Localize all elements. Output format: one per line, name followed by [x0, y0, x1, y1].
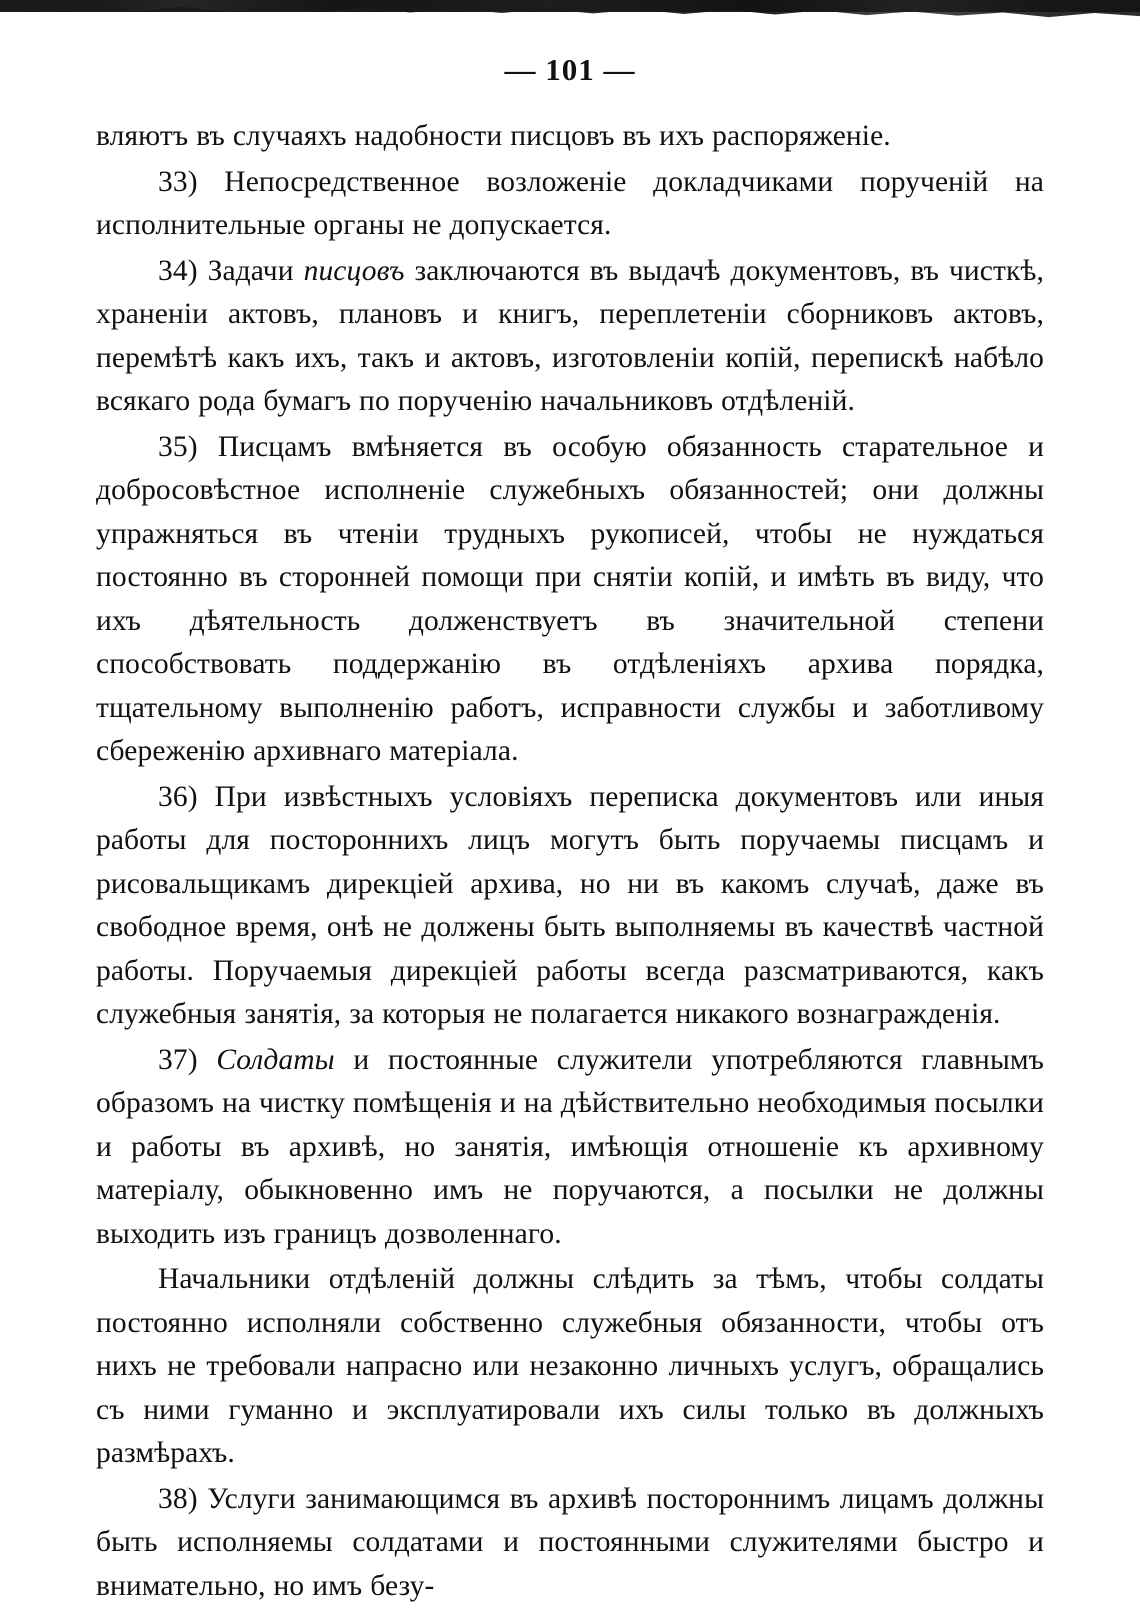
paragraph-item-37 — [96, 1039, 1044, 1257]
item-34-rest: заключаются въ выдачѣ документовъ, въ чисткѣ, храненіи актовъ, плановъ и книгъ, переплетеніи сборниковъ актовъ, перемѣтѣ какъ ихъ, такъ и актовъ, изготовленіи копій, перепискѣ набѣло всякаго рода бумагъ по порученію начальниковъ отдѣленій. — [96, 254, 1044, 417]
item-37-italic-term: Солдаты — [216, 1043, 335, 1076]
folio-number: 101 — [545, 52, 595, 87]
paragraph-continuation: вляютъ въ случаяхъ надобности писцовъ въ ихъ распоряженіе. — [96, 120, 891, 152]
item-37-lead: 37) — [158, 1043, 217, 1076]
paragraph-item-38: 38) Услуги занимающимся въ архивѣ постороннимъ лицамъ должны быть исполняемы солдатами и постоянными служителями быстро и внимательно, но имъ безу- — [96, 1482, 1044, 1602]
folio-dash-right: — — [603, 52, 636, 87]
paragraph-item-37-continued: Начальники отдѣленій должны слѣдить за тѣмъ, чтобы солдаты постоянно исполняли собственно служебныя обязанности, чтобы отъ нихъ не требовали напрасно или незаконно личныхъ услугъ, обращались съ ними гуманно и эксплуатировали ихъ силы только въ должныхъ размѣрахъ. — [96, 1263, 1044, 1469]
page-text-block — [96, 115, 1044, 1608]
page-number-header — [0, 52, 1140, 88]
item-37-rest: и постоянные служители употребляются главнымъ образомъ на чистку помѣщенія и на дѣйствительно необходимыя посылки и работы въ архивѣ, но занятія, имѣющія отношеніе къ архивному матеріалу, обыкновенно имъ не поручаются, а посылки не должны выходить изъ границъ дозволеннаго. — [96, 1043, 1044, 1250]
paragraph-item-35: 35) Писцамъ вмѣняется въ особую обязанность старательное и добросовѣстное исполненіе служебныхъ обязанностей; они должны упражняться въ чтеніи трудныхъ рукописей, чтобы не нуждаться постоянно въ сторонней помощи при снятіи копій, и имѣть въ виду, что ихъ дѣятельность долженствуетъ въ значительной степени способствовать поддержанію въ отдѣленіяхъ архива порядка, тщательному выполненію работъ, исправности службы и заботливому сбереженію архивнаго матеріала. — [96, 430, 1044, 767]
paragraph-item-34 — [96, 250, 1044, 424]
item-34-italic-term: писцовъ — [303, 254, 405, 287]
paragraph-item-36: 36) При извѣстныхъ условіяхъ переписка документовъ или иныя работы для постороннихъ лицъ могутъ быть поручаемы писцамъ и рисовальщикамъ дирекціей архива, но ни въ какомъ случаѣ, даже въ свободное время, онѣ не должены быть выполняемы въ качествѣ частной работы. Поручаемыя дирекціей работы всегда разсматриваются, какъ служебныя занятія, за которыя не полагается никакого вознагражденія. — [96, 780, 1044, 1030]
paragraph-item-33: 33) Непосредственное возложеніе докладчиками порученій на исполнительные органы не допускается. — [96, 165, 1044, 241]
folio-dash-left: — — [504, 52, 537, 87]
scan-edge-artifact — [0, 0, 1140, 26]
item-34-lead: 34) Задачи — [158, 254, 304, 287]
